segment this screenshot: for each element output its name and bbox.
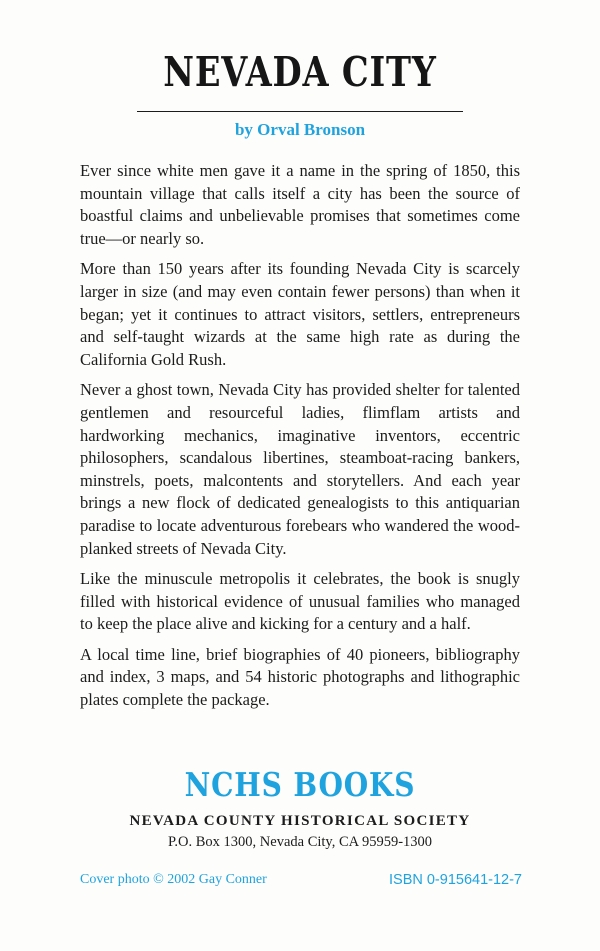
book-title: NEVADA CITY (163, 48, 437, 96)
blurb-paragraph-2: More than 150 years after its founding Nevada City is scarcely larger in size (and may even contain fewer persons) than when it began; yet it continues to attract visitors, settlers, entrepreneurs and self-taught wizards at the same high rate as during the California Gold Rush. (80, 259, 520, 369)
society-name: NEVADA COUNTY HISTORICAL SOCIETY (129, 813, 471, 829)
blurb-paragraph-5: A local time line, brief biographies of 40 pioneers, bibliography and index, 3 maps, and 54 historic photographs and lithographic plates complete the package. (80, 644, 520, 710)
publisher-imprint: NCHS BOOKS (184, 765, 416, 804)
society-address: P.O. Box 1300, Nevada City, CA 95959-1300 (167, 834, 433, 850)
title-rule (137, 111, 463, 112)
photo-credit: Cover photo © 2002 Gay Conner (80, 872, 267, 887)
blurb-paragraph-3: Never a ghost town, Nevada City has provided shelter for talented gentlemen and resourceful ladies, flimflam artists and hardworking mechanics, imaginative inventors, eccentric philosophers, scandalous libertines, steamboat-racing bankers, minstrels, poets, malcontents and storytellers. And each year brings a new flock of dedicated genealogists to this antiquarian paradise to locate adventurous forebears who wandered the wood-planked streets of Nevada City. (80, 380, 520, 558)
blurb (80, 160, 520, 720)
blurb-paragraph-1: Ever since white men gave it a name in the spring of 1850, this mountain village that calls itself a city has been the source of boastful claims and unbelievable promises that sometimes come true—or nearly so. (80, 161, 520, 248)
author-byline: by Orval Bronson (234, 120, 366, 139)
isbn: ISBN 0-915641-12-7 (389, 872, 522, 888)
blurb-paragraph-4: Like the minuscule metropolis it celebrates, the book is snugly filled with historical evidence of unusual families who managed to keep the place alive and kicking for a century and a half. (80, 569, 520, 634)
